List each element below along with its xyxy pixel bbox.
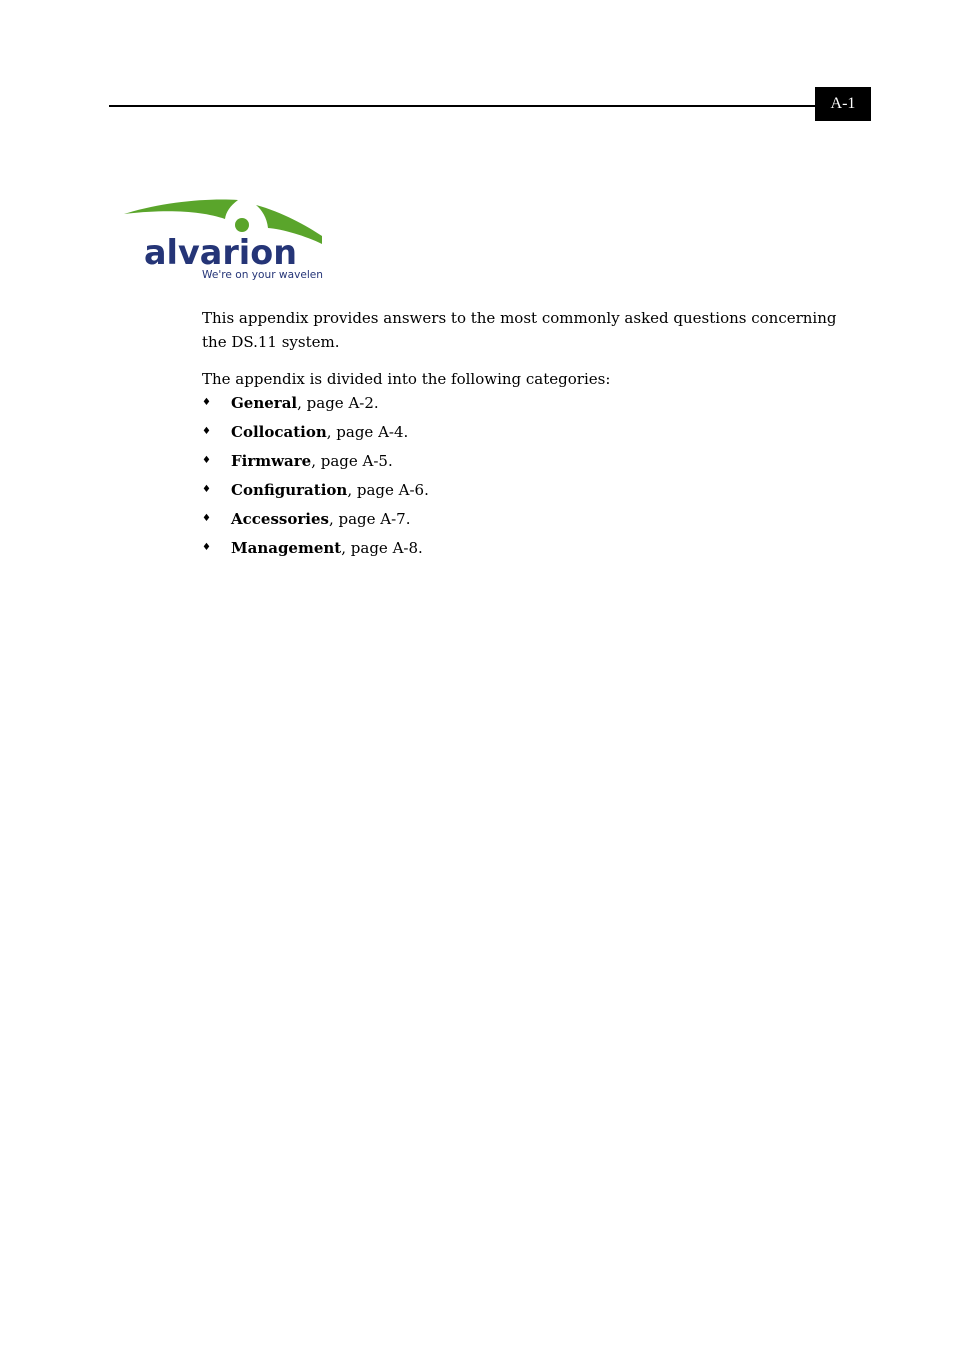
category-name: Firmware <box>231 452 312 470</box>
diamond-bullet-icon: ♦ <box>202 397 211 408</box>
alvarion-logo <box>122 196 326 284</box>
category-name: Collocation <box>231 423 327 441</box>
list-item <box>202 391 862 420</box>
page-number: A-1 <box>815 87 871 121</box>
diamond-bullet-icon: ♦ <box>202 426 211 437</box>
logo-tagline: We're on your wavelen <box>202 269 323 281</box>
lead-paragraph: The appendix is divided into the following categories: <box>202 370 611 388</box>
category-name: Accessories <box>231 510 329 528</box>
list-item <box>202 420 862 449</box>
category-list <box>202 391 862 565</box>
list-item <box>202 478 862 507</box>
diamond-bullet-icon: ♦ <box>202 455 211 466</box>
list-item <box>202 507 862 536</box>
appendix-content <box>202 306 862 565</box>
category-page-ref: , page A-2. <box>297 394 379 412</box>
category-page-ref: , page A-4. <box>326 423 409 441</box>
diamond-bullet-icon: ♦ <box>202 542 211 553</box>
list-item <box>202 449 862 478</box>
diamond-bullet-icon: ♦ <box>202 484 211 495</box>
category-name: Management <box>231 539 342 557</box>
category-page-ref: , page A-8. <box>341 539 423 557</box>
category-page-ref: , page A-5. <box>311 452 393 470</box>
category-name: Configuration <box>231 481 348 499</box>
category-page-ref: , page A-7. <box>328 510 411 528</box>
category-name: General <box>231 394 298 412</box>
list-item <box>202 536 862 565</box>
intro-paragraph: This appendix provides answers to the most commonly asked questions concerning the DS.11 system. <box>202 309 837 351</box>
logo-wordmark: alvarion <box>144 233 297 273</box>
diamond-bullet-icon: ♦ <box>202 513 211 524</box>
category-page-ref: , page A-6. <box>347 481 429 499</box>
logo-swoosh-left-icon <box>124 200 238 219</box>
header-rule <box>109 105 816 107</box>
logo-dot-icon <box>235 218 249 232</box>
